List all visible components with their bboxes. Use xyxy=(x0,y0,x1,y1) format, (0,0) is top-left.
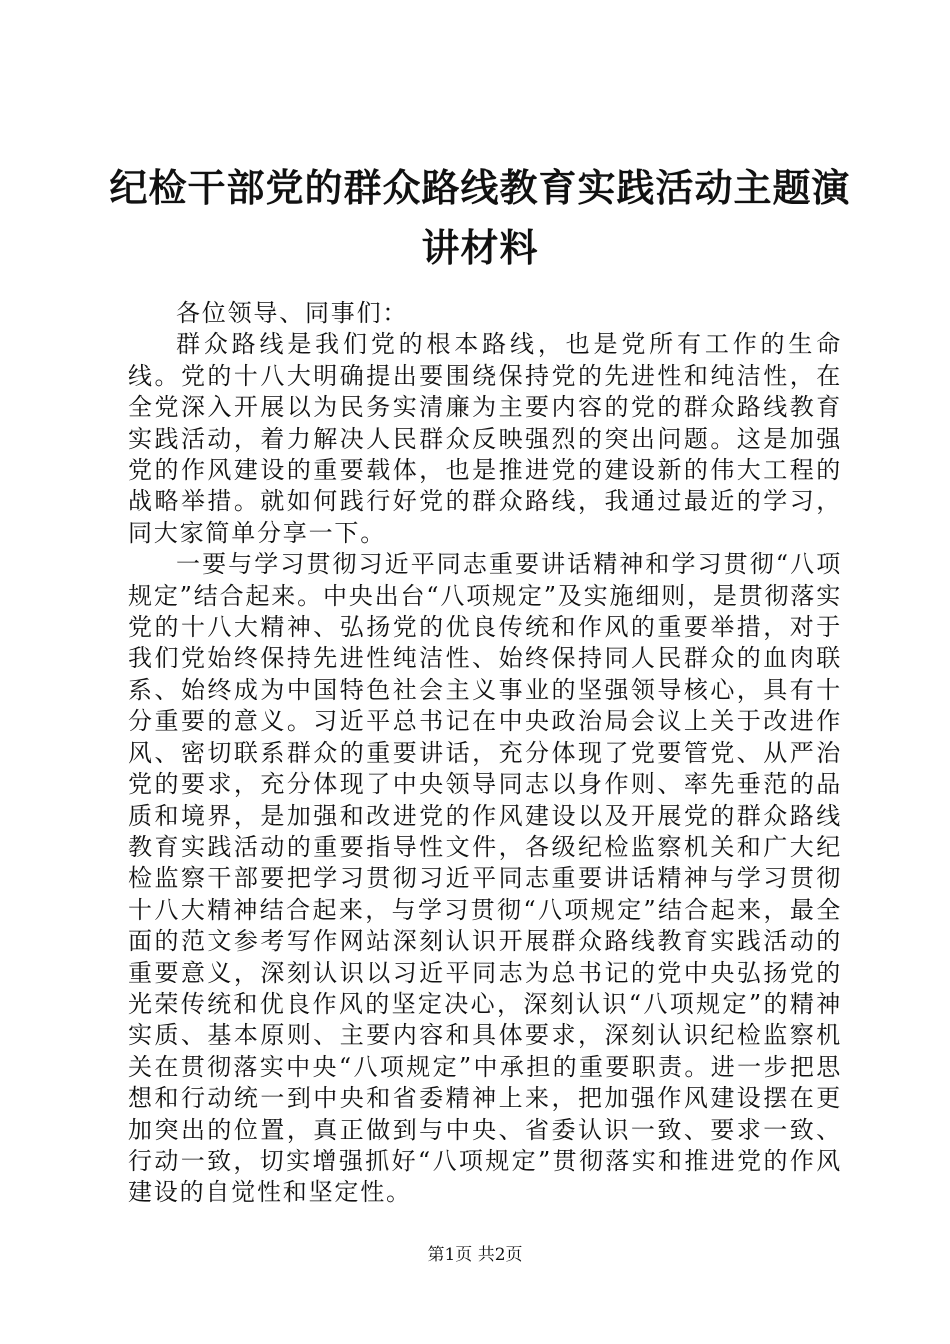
document-body xyxy=(128,298,842,1209)
paragraph-1: 群众路线是我们党的根本路线，也是党所有工作的生命线。党的十八大明确提出要围绕保持党的先进性和纯洁性，在全党深入开展以为民务实清廉为主要内容的党的群众路线教育实践活动，着力解决人民群众反映强烈的突出问题。这是加强党的作风建设的重要载体，也是推进党的建设新的伟大工程的战略举措。就如何践行好党的群众路线，我通过最近的学习，同大家简单分享一下。 xyxy=(128,330,842,547)
page-number-footer: 第1页 共2页 xyxy=(427,1245,523,1265)
salutation: 各位领导、同事们： xyxy=(176,299,409,327)
document-title: 纪检干部党的群众路线教育实践活动主题演讲材料 xyxy=(109,165,851,270)
paragraph-2: 一要与学习贯彻习近平同志重要讲话精神和学习贯彻“八项规定”结合起来。中央出台“八项规定”及实施细则，是贯彻落实党的十八大精神、弘扬党的优良传统和作风的重要举措，对于我们党始终保持先进性纯洁性、始终保持同人民群众的血肉联系、始终成为中国特色社会主义事业的坚强领导核心，具有十分重要的意义。习近平总书记在中央政治局会议上关于改进作风、密切联系群众的重要讲话，充分体现了党要管党、从严治党的要求，充分体现了中央领导同志以身作则、率先垂范的品质和境界，是加强和改进党的作风建设以及开展党的群众路线教育实践活动的重要指导性文件，各级纪检监察机关和广大纪检监察干部要把学习贯彻习近平同志重要讲话精神与学习贯彻十八大精神结合起来，与学习贯彻“八项规定”结合起来，最全面的范文参考写作网站深刻认识开展群众路线教育实践活动的重要意义，深刻认识以习近平同志为总书记的党中央弘扬党的光荣传统和优良作风的坚定决心，深刻认识“八项规定”的精神实质、基本原则、主要内容和具体要求，深刻认识纪检监察机关在贯彻落实中央“八项规定”中承担的重要职责。进一步把思想和行动统一到中央和省委精神上来，把加强作风建设摆在更加突出的位置，真正做到与中央、省委认识一致、要求一致、行动一致，切实增强抓好“八项规定”贯彻落实和推进党的作风建设的自觉性和坚定性。 xyxy=(128,550,842,1207)
